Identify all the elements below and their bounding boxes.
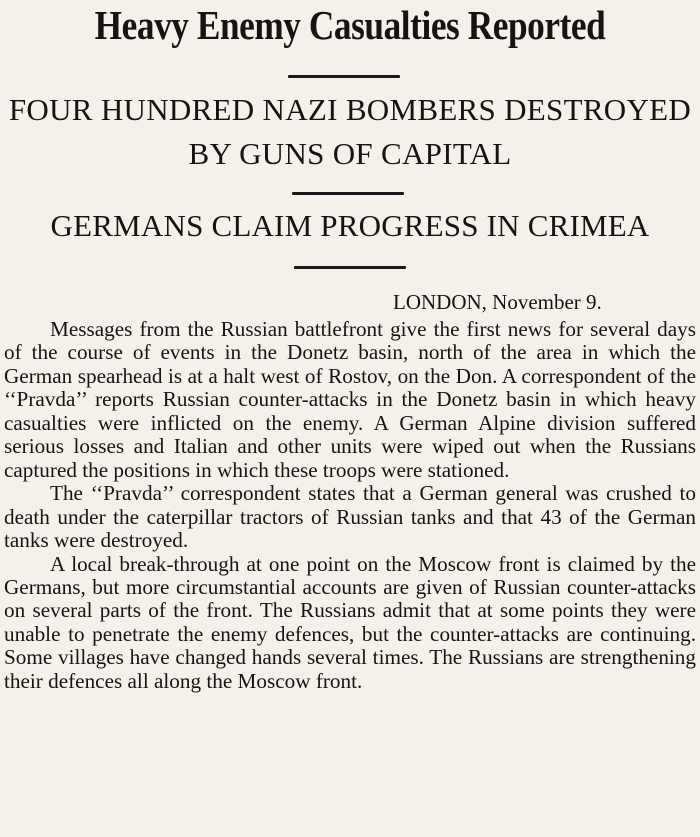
article-paragraph: A local break-through at one point on the Moscow front is claimed by the Germans, but more circumstantial accounts are given of Russian counter-attacks on several parts of the front. The Russians admit that at some points they were unable to penetrate the enemy defences, but the counter-attacks are continuing. Some villages have changed hands several times. The Russians are strengthening their defences all along the Moscow front.	[4, 551, 696, 693]
article-paragraph: The ‘‘Pravda’’ correspondent states that a German general was crushed to death under the caterpillar tractors of Russian tanks and that 43 of the German tanks were destroyed.	[4, 481, 696, 553]
subheadline-line-1: FOUR HUNDRED NAZI BOMBERS DESTROYED	[8, 92, 692, 127]
subheadline-rule	[292, 192, 404, 195]
headline-rule	[288, 75, 400, 78]
secondary-subheadline: GERMANS CLAIM PROGRESS IN CRIMEA	[50, 208, 650, 243]
main-headline: Heavy Enemy Casualties Reported	[94, 2, 606, 48]
subheadline-line-2: BY GUNS OF CAPITAL	[188, 136, 512, 171]
article-paragraph: Messages from the Russian battlefront give the first news for several days of the course of events in the Donetz basin, north of the area in which the German spearhead is at a halt west of Rostov, on the Don. A correspondent of the ‘‘Pravda’’ reports Russian counter-attacks in the Donetz basin in which heavy casualties were inflicted on the enemy. A German Alpine division suffered serious losses and Italian and other units were wiped out when the Russians captured the positions in which these troops were stationed.	[4, 317, 696, 482]
article-body	[4, 318, 696, 693]
section-rule	[294, 266, 406, 269]
dateline: LONDON, November 9.	[393, 290, 602, 314]
